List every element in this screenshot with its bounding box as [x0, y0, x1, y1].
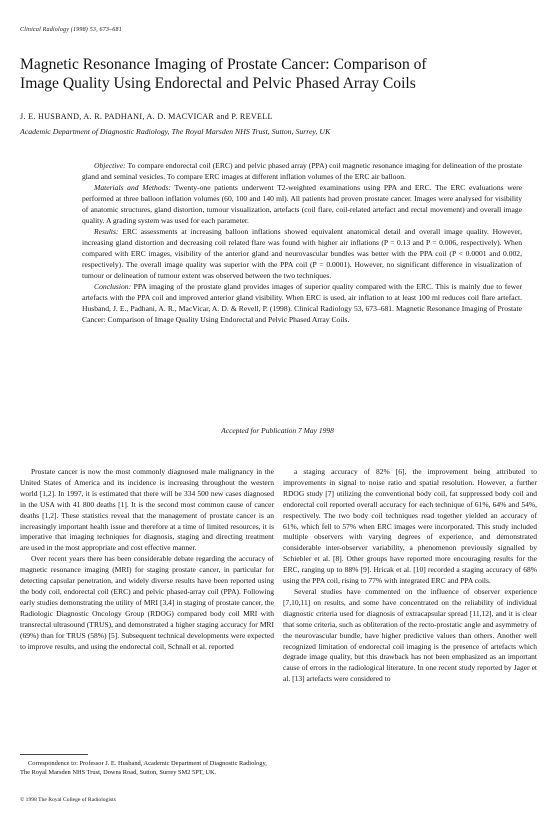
abstract-label: Results: [94, 227, 119, 236]
body-paragraph: a staging accuracy of 82% [6], the improvement being attributed to improvements in signal to noise ratio and spatial resolution. However, a further RDOG study [7] utilizing the conventional body coil, fat suppressed body coil and endorectal coil reported overall accuracy for each technique of 61%, 64% and 54%, respectively. The two body coil techniques read together yielded an accuracy of 61%, which fell to 57% when ERC images were incorporated. This study included multiple observers with varying degrees of experience, and demonstrated considerable inter-observer variability, a phenomenon previously signalled by Schiebler et al. [8]. Other groups have reported more encouraging results for the ERC, ranging up to 88% [9]. Hricak et al. [10] recorded a staging accuracy of 68% using the PPA coil, rising to 77% with integrated ERC and PPA coils. [283, 467, 537, 586]
abstract [82, 160, 522, 325]
footnote-text: Correspondence to: Professor J. E. Husband, Academic Department of Diagnostic Radiology, The Royal Marsden NHS Trust, Downs Road, Sutton, Surrey SM2 5PT, UK. [20, 760, 267, 776]
body-column-right [283, 467, 537, 685]
abstract-conclusion [82, 281, 522, 325]
abstract-objective [82, 160, 522, 182]
title-line: Magnetic Resonance Imaging of Prostate Cancer: Comparison of [20, 56, 427, 73]
body-paragraph: Several studies have commented on the influence of observer experience [7,10,11] on results, and some have concentrated on the reliability of individual diagnostic criteria used for diagnosis of extracapsular spread [11,12], and it is clear that some criteria, such as obliteration of the recto-prostatic angle and asymmetry of the neurovascular bundle, have higher predictive values than others. Another well recognized limitation of endorectal coil imaging is the presence of artefacts which degrade image quality, but this drawback has not been emphasized as an important cause of errors in the radiological literature. In one recent study reported by Jager et al. [13] artefacts were considered to [283, 586, 537, 684]
body-column-left [20, 467, 274, 652]
copyright-notice: © 1998 The Royal College of Radiologists [20, 797, 116, 803]
title-line: Image Quality Using Endorectal and Pelvic Phased Array Coils [20, 75, 416, 92]
running-head: Clinical Radiology (1998) 53, 673–681 [20, 27, 122, 33]
abstract-methods [82, 182, 522, 226]
footnote-divider [20, 754, 88, 755]
author-list: J. E. HUSBAND, A. R. PADHANI, A. D. MACVICAR and P. REVELL [20, 112, 273, 121]
affiliation: Academic Department of Diagnostic Radiology, The Royal Marsden NHS Trust, Sutton, Surrey, UK [20, 127, 331, 136]
abstract-label: Objective: [94, 161, 126, 170]
abstract-results [82, 226, 522, 281]
abstract-label: Materials and Methods: [94, 183, 171, 192]
body-paragraph: Prostate cancer is now the most commonly diagnosed male malignancy in the United States of America and its incidence is increasing throughout the western world [1,2]. In 1997, it is estimated that there will be 334 500 new cases diagnosed in the USA with 41 800 deaths [1]. It is the second most common cause of cancer deaths [1,2]. These statistics reveal that the management of prostate cancer is an increasingly important health issue and therefore at a time of limited resources, it is imperative that imaging techniques for diagnosis, staging and directing treatment are used in the most appropriate and cost effective manner. [20, 467, 274, 553]
article-title [20, 55, 540, 93]
abstract-text: ERC assessments at increasing balloon inflations showed equivalent anatomical detail and overall image quality. However, increasing gland distortion and decreasing coil related flare was found with higher air inflations (P = 0.13 and P = 0.006, respectively). When compared with ERC images, visibility of the anterior gland and neurovascular bundles was better with the PPA coil (P < 0.0001 and 0.002, respectively). The overall image quality was superior with the PPA coil (P = 0.0001). However, no significant difference in visualization of tumour or delineation of tumour extent was observed between the two techniques. [82, 227, 522, 280]
abstract-text: Twenty-one patients underwent T2-weighted examinations using PPA and ERC. The ERC evaluations were performed at three balloon inflation volumes (60, 100 and 140 ml). All patients had proven prostate cancer. Images were analysed for visibility of anatomic structures, gland distortion, tumour visualization, artefacts (coil flare, coil-related artefact and rectal movement) and overall image quality. A grading system was used for each parameter. [82, 183, 522, 225]
abstract-text: To compare endorectal coil (ERC) and pelvic phased array (PPA) coil magnetic resonance imaging for delineation of the prostate gland and seminal vesicles. To compare ERC images at different inflation volumes of the ERC air balloon. [82, 161, 522, 181]
abstract-text: PPA imaging of the prostate gland provides images of superior quality compared with the ERC. This is mainly due to fewer artefacts with the PPA coil and improved anterior gland visibility. When ERC is used, air inflation to at least 100 ml reduces coil flare artefact. Husband, J. E., Padhani, A. R., MacVicar, A. D. & Revell, P. (1998). Clinical Radiology 53, 673–681. Magnetic Resonance Imaging of Prostate Cancer: Comparison of Image Quality Using Endorectal and Pelvic Phased Array Coils. [82, 282, 522, 324]
abstract-label: Conclusion: [94, 282, 132, 291]
accepted-date: Accepted for Publication 7 May 1998 [221, 426, 334, 435]
correspondence-footnote [20, 759, 274, 777]
body-paragraph: Over recent years there has been considerable debate regarding the accuracy of magnetic resonance imaging (MRI) for staging prostate cancer, in particular for detecting capsular penetration, and widely diverse results have been reported using the body coil, endorectal coil (ERC) and pelvic phased-array coil (PPA). Following early studies demonstrating the utility of MRI [3,4] in staging of prostate cancer, the Radiologic Diagnostic Oncology Group (RDOG) compared body coil MRI with transrectal ultrasound (TRUS), and demonstrated a higher staging accuracy for MRI (69%) than for TRUS (58%) [5]. Subsequent technical developments were expected to improve results, and using the endorectal coil, Schnall et al. reported [20, 554, 274, 651]
